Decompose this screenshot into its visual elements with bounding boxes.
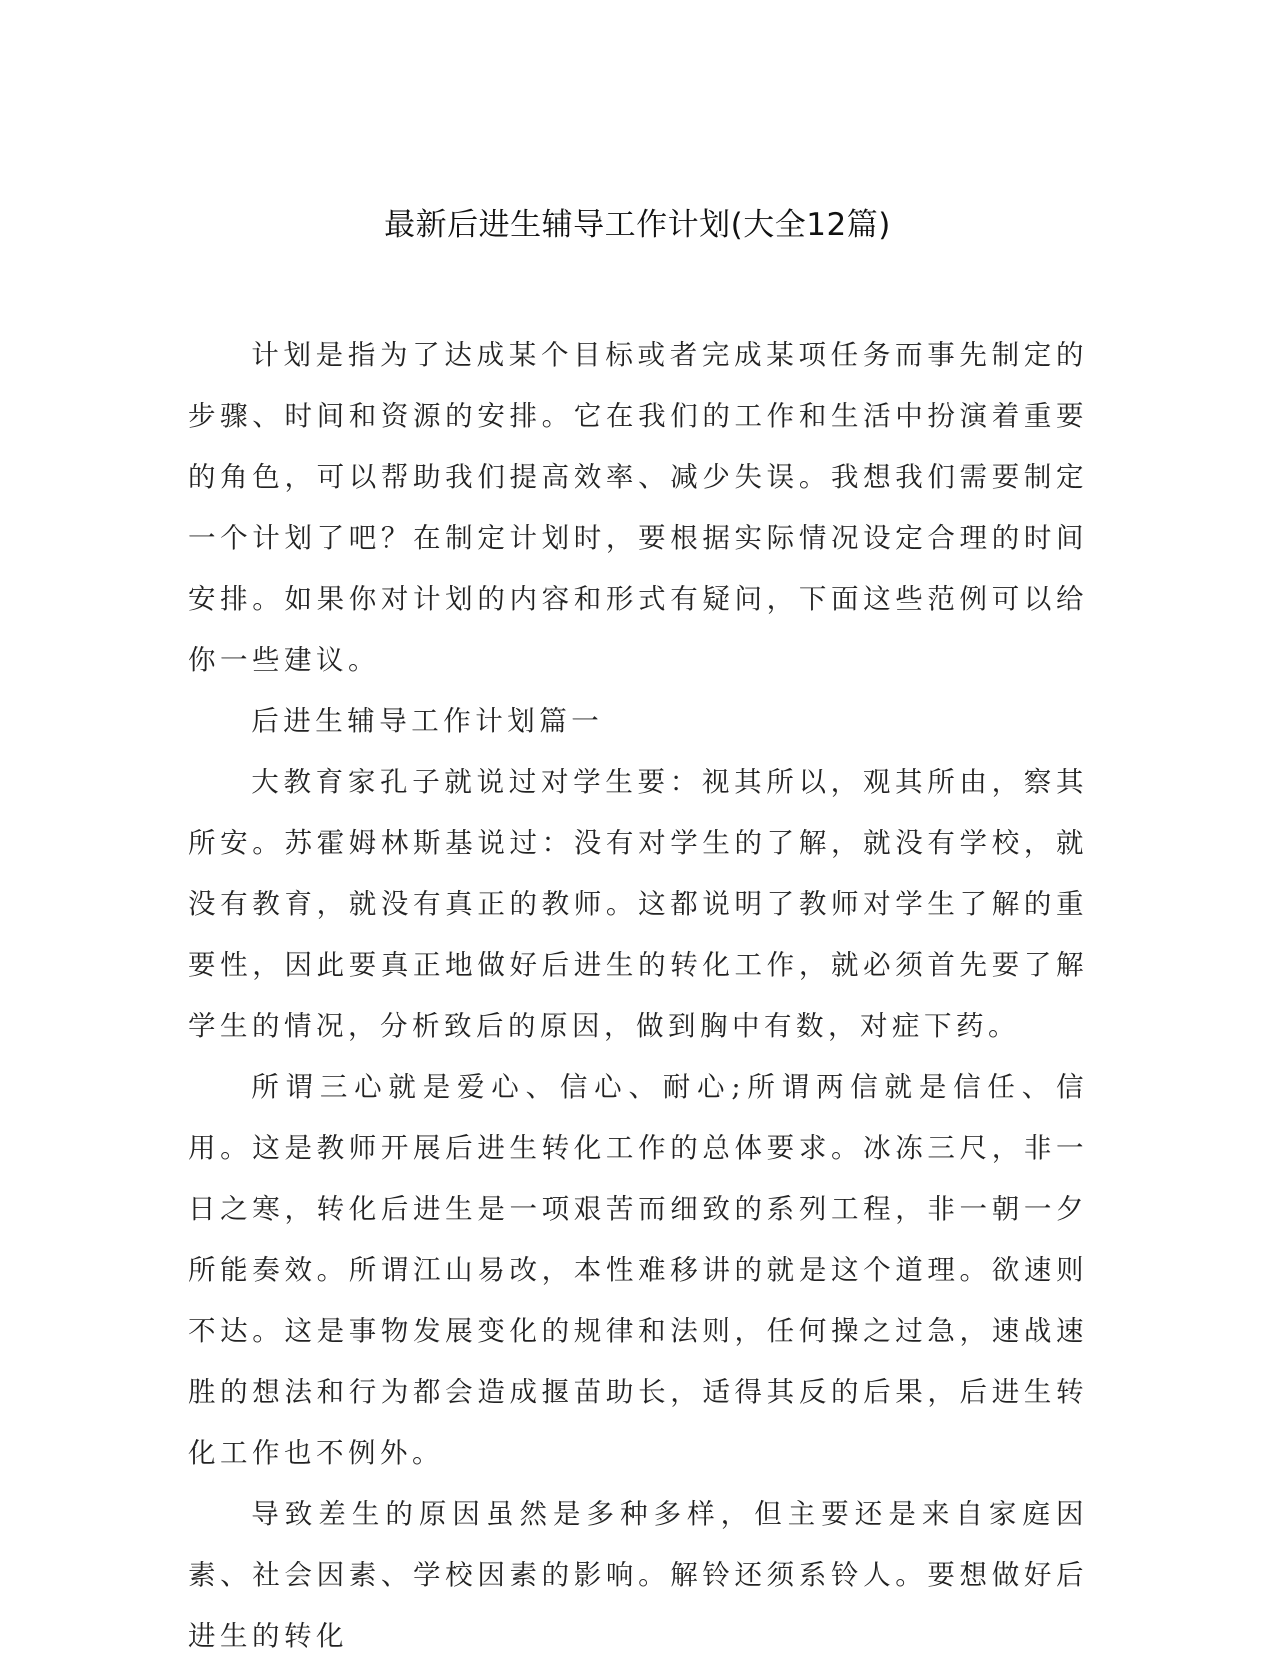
paragraph-1: 大教育家孔子就说过对学生要：视其所以，观其所由，察其所安。苏霍姆林斯基说过：没有对学生的了解，就没有学校，就没有教育，就没有真正的教师。这都说明了教师对学生了解的重要性，因此要真正地做好后进生的转化工作，就必须首先要了解学生的情况，分析致后的原因，做到胸中有数，对症下药。 xyxy=(188,766,1088,1042)
document-body xyxy=(188,325,1088,1667)
document-title: 最新后进生辅导工作计划(大全12篇) xyxy=(384,207,891,243)
section-heading: 后进生辅导工作计划篇一 xyxy=(251,705,604,737)
paragraph-3: 导致差生的原因虽然是多种多样，但主要还是来自家庭因素、社会因素、学校因素的影响。解铃还须系铃人。要想做好后进生的转化 xyxy=(188,1498,1088,1652)
paragraph-2: 所谓三心就是爱心、信心、耐心;所谓两信就是信任、信用。这是教师开展后进生转化工作的总体要求。冰冻三尺，非一日之寒，转化后进生是一项艰苦而细致的系列工程，非一朝一夕所能奏效。所谓江山易改，本性难移讲的就是这个道理。欲速则不达。这是事物发展变化的规律和法则，任何操之过急，速战速胜的想法和行为都会造成揠苗助长，适得其反的后果，后进生转化工作也不例外。 xyxy=(188,1071,1088,1469)
paragraph-intro: 计划是指为了达成某个目标或者完成某项任务而事先制定的步骤、时间和资源的安排。它在我们的工作和生活中扮演着重要的角色，可以帮助我们提高效率、减少失误。我想我们需要制定一个计划了吧？在制定计划时，要根据实际情况设定合理的时间安排。如果你对计划的内容和形式有疑问，下面这些范例可以给你一些建议。 xyxy=(188,339,1088,676)
